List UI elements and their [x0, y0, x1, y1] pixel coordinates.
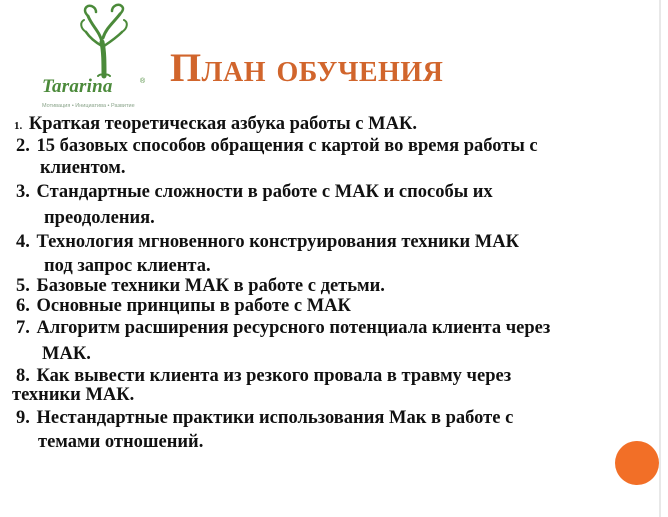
- list-item-number: 5.: [16, 276, 30, 296]
- list-item-continuation: МАК.: [42, 344, 91, 364]
- list-item-continuation: клиентом.: [40, 158, 126, 178]
- list-item-text: Как вывести клиента из резкого провала в травму через: [36, 366, 512, 386]
- page-title: План обучения: [170, 45, 444, 90]
- logo-tagline: Мотивация • Инициатива • Развитие: [42, 103, 135, 109]
- list-item-text: Алгоритм расширения ресурсного потенциала клиента через: [36, 318, 551, 338]
- list-item-number: 2.: [16, 136, 30, 156]
- list-item-continuation: темами отношений.: [38, 432, 204, 452]
- list-item: [16, 296, 351, 316]
- list-item: [16, 276, 385, 296]
- list-item: [14, 114, 417, 136]
- list-item-number: 1.: [14, 120, 23, 132]
- list-item-text: Технология мгновенного конструирования техники МАК: [36, 232, 519, 252]
- logo-wordmark: Tararina: [42, 76, 113, 97]
- list-item-number: 4.: [16, 232, 30, 252]
- list-item-text: Стандартные сложности в работе с МАК и способы их: [36, 182, 493, 202]
- list-item: [16, 136, 538, 156]
- list-item-continuation: преодоления.: [44, 208, 155, 228]
- list-item-number: 8.: [16, 366, 30, 386]
- list-item: [16, 408, 513, 428]
- list-item-text: 15 базовых способов обращения с картой во время работы с: [36, 136, 538, 156]
- list-item-number: 3.: [16, 182, 30, 202]
- list-item-text: Базовые техники МАК в работе с детьми.: [36, 276, 385, 296]
- list-item-text: Краткая теоретическая азбука работы с МАК.: [28, 114, 417, 134]
- list-item: [16, 318, 550, 338]
- list-item: [16, 182, 493, 202]
- list-item: [16, 366, 511, 386]
- orange-accent-circle: [615, 441, 659, 485]
- list-item-continuation: под запрос клиента.: [44, 256, 211, 276]
- logo-registered-mark: ®: [140, 78, 146, 85]
- list-item-number: 9.: [16, 408, 30, 428]
- list-item-number: 6.: [16, 296, 30, 316]
- list-item-text: Нестандартные практики использования Мак в работе с: [36, 408, 514, 428]
- list-item-number: 7.: [16, 318, 30, 338]
- list-item-text: Основные принципы в работе с МАК: [36, 296, 351, 316]
- list-item-continuation: техники МАК.: [12, 385, 135, 405]
- list-item: [16, 232, 519, 252]
